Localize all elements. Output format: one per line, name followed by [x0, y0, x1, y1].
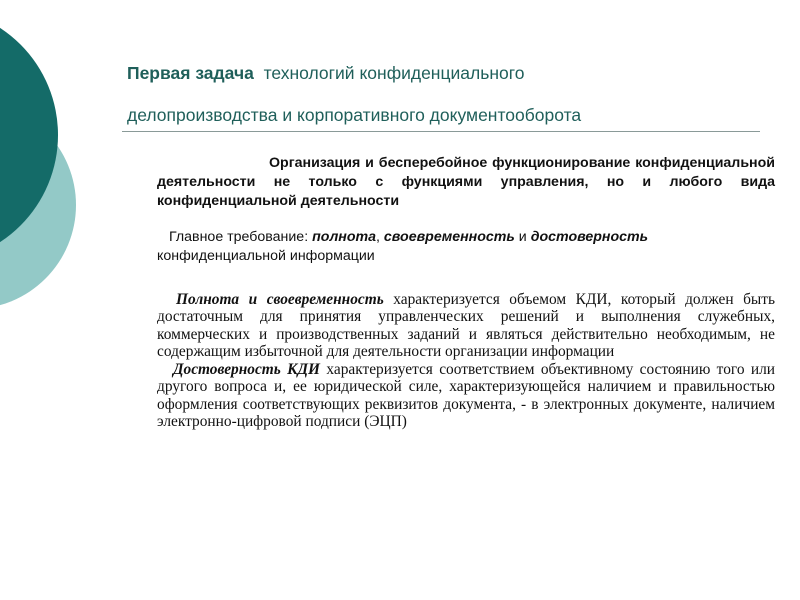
- title-line-1: [127, 52, 767, 94]
- completeness-term: Полнота и своевременность: [176, 291, 384, 308]
- term-completeness: полнота: [312, 229, 377, 245]
- term-timeliness: своевременность: [383, 229, 515, 245]
- completeness-text: характеризуется объемом КДИ, который должен быть достаточным для принятия управленческих решений и выполнения служебных, коммерческих и производственных заданий и являться действительно необходимым, не содержащим избыточной для деятельности организации информации: [157, 291, 775, 360]
- requirement-tail: конфиденциальной информации: [157, 248, 375, 264]
- completeness-definition: [157, 291, 775, 360]
- reliability-term: Достоверность КДИ: [173, 361, 321, 379]
- requirement-lead: Главное требование:: [169, 229, 309, 245]
- title-divider: [122, 131, 760, 132]
- title-rest: технологий конфиденциального: [263, 63, 525, 83]
- main-requirement-paragraph: [157, 228, 775, 266]
- term-reliability: достоверность: [530, 229, 649, 245]
- title-bold: Первая задача: [127, 63, 254, 83]
- sep-and: и: [518, 229, 527, 245]
- slide-title: [127, 52, 767, 136]
- sep-comma: ,: [376, 229, 380, 245]
- definitions: [157, 291, 775, 430]
- reliability-text: характеризуется соответствием объективному состоянию того или другого вопроса и, ее юридической силе, характеризующейся наличием и правильностью оформления соответствующих реквизитов документа, - в электронных документе, наличием электронно-цифровой подписи (ЭЦП): [157, 361, 775, 431]
- decorative-circles: [0, 0, 120, 600]
- reliability-definition: [157, 361, 775, 430]
- organization-paragraph: Организация и бесперебойное функционирование конфиденциальной деятельности не только с функциями управления, но и любого вида конфиденциальной деятельности: [157, 155, 775, 209]
- title-line-2: делопроизводства и корпоративного документооборота: [127, 105, 582, 125]
